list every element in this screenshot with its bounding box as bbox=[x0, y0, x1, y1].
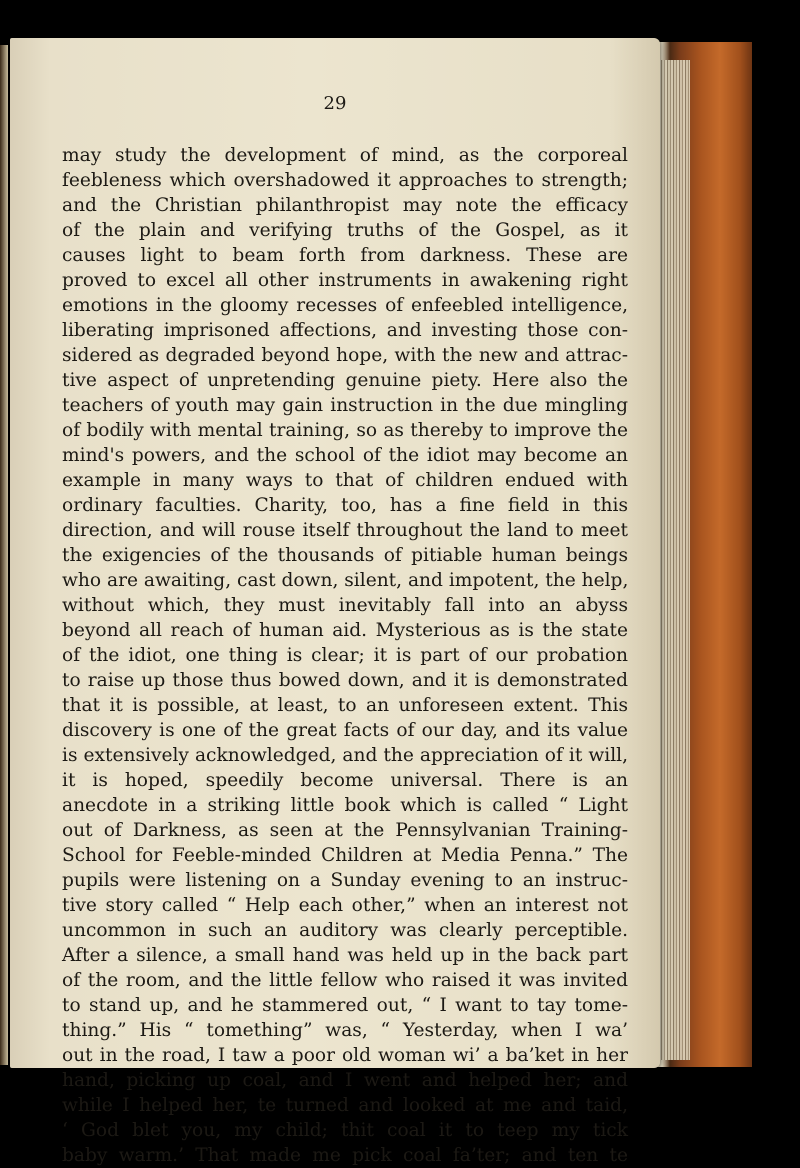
text-line: of bodily with mental training, so as thereby to improve the bbox=[62, 420, 628, 441]
body-text bbox=[62, 143, 628, 1168]
text-line: sidered as degraded beyond hope, with the new and attrac- bbox=[62, 345, 628, 366]
text-line: anecdote in a striking little book which is called “ Light bbox=[62, 795, 628, 816]
text-line: while I helped her, te turned and looked at me and taid, bbox=[62, 1095, 628, 1116]
text-line: proved to excel all other instruments in awakening right bbox=[62, 270, 628, 291]
text-line: that it is possible, at least, to an unforeseen extent. This bbox=[62, 695, 628, 716]
text-line: is extensively acknowledged, and the appreciation of it will, bbox=[62, 745, 628, 766]
text-line: School for Feeble-minded Children at Media Penna.” The bbox=[62, 845, 628, 866]
text-line: without which, they must inevitably fall into an abyss bbox=[62, 595, 628, 616]
text-line: out in the road, I taw a poor old woman wi’ a ba’ket in her bbox=[62, 1045, 628, 1066]
text-line: direction, and will rouse itself throughout the land to meet bbox=[62, 520, 628, 541]
text-line: it is hoped, speedily become universal. There is an bbox=[62, 770, 628, 791]
text-line: tive aspect of unpretending genuine piety. Here also the bbox=[62, 370, 628, 391]
text-line: hand, picking up coal, and I went and helped her; and bbox=[62, 1070, 628, 1091]
text-line: pupils were listening on a Sunday evening to an instruc- bbox=[62, 870, 628, 891]
text-line: feebleness which overshadowed it approaches to strength; bbox=[62, 170, 628, 191]
page-number: 29 bbox=[323, 93, 347, 114]
text-line: ordinary faculties. Charity, too, has a fine field in this bbox=[62, 495, 628, 516]
text-line: ‘ God blet you, my child; thit coal it to teep my tick bbox=[62, 1120, 628, 1141]
text-line: of the room, and the little fellow who raised it was invited bbox=[62, 970, 628, 991]
text-line: who are awaiting, cast down, silent, and impotent, the help, bbox=[62, 570, 629, 591]
text-line: uncommon in such an auditory was clearly perceptible. bbox=[62, 920, 628, 941]
text-line: the exigencies of the thousands of pitiable human beings bbox=[62, 545, 628, 566]
text-line: baby warm.’ That made me pick coal fa’ter; and ten te bbox=[62, 1145, 628, 1166]
text-line: of the plain and verifying truths of the Gospel, as it bbox=[62, 220, 628, 241]
text-line: of the idiot, one thing is clear; it is part of our probation bbox=[62, 645, 628, 666]
text-line: and the Christian philanthropist may note the efficacy bbox=[62, 195, 628, 216]
text-line: liberating imprisoned affections, and investing those con- bbox=[62, 320, 628, 341]
text-line: thing.” His “ tomething” was, “ Yesterday, when I wa’ bbox=[62, 1020, 628, 1041]
facing-page-edge bbox=[0, 45, 8, 1065]
text-line: tive story called “ Help each other,” when an interest not bbox=[62, 895, 628, 916]
book-page bbox=[10, 38, 660, 1166]
text-line: to stand up, and he stammered out, “ I want to tay tome- bbox=[62, 995, 628, 1016]
text-line: After a silence, a small hand was held up in the back part bbox=[62, 945, 628, 966]
text-line: teachers of youth may gain instruction in the due mingling bbox=[62, 395, 628, 416]
text-line: example in many ways to that of children endued with bbox=[62, 470, 628, 491]
text-line: causes light to beam forth from darkness. These are bbox=[62, 245, 628, 266]
text-line: emotions in the gloomy recesses of enfeebled intelligence, bbox=[62, 295, 628, 316]
text-line: may study the development of mind, as the corporeal bbox=[62, 145, 628, 166]
text-line: to raise up those thus bowed down, and it is demonstrated bbox=[62, 670, 628, 691]
text-line: discovery is one of the great facts of our day, and its value bbox=[62, 720, 628, 741]
text-line: out of Darkness, as seen at the Pennsylvanian Training- bbox=[62, 820, 628, 841]
text-line: beyond all reach of human aid. Mysterious as is the state bbox=[62, 620, 628, 641]
text-line: mind's powers, and the school of the idiot may become an bbox=[62, 445, 628, 466]
